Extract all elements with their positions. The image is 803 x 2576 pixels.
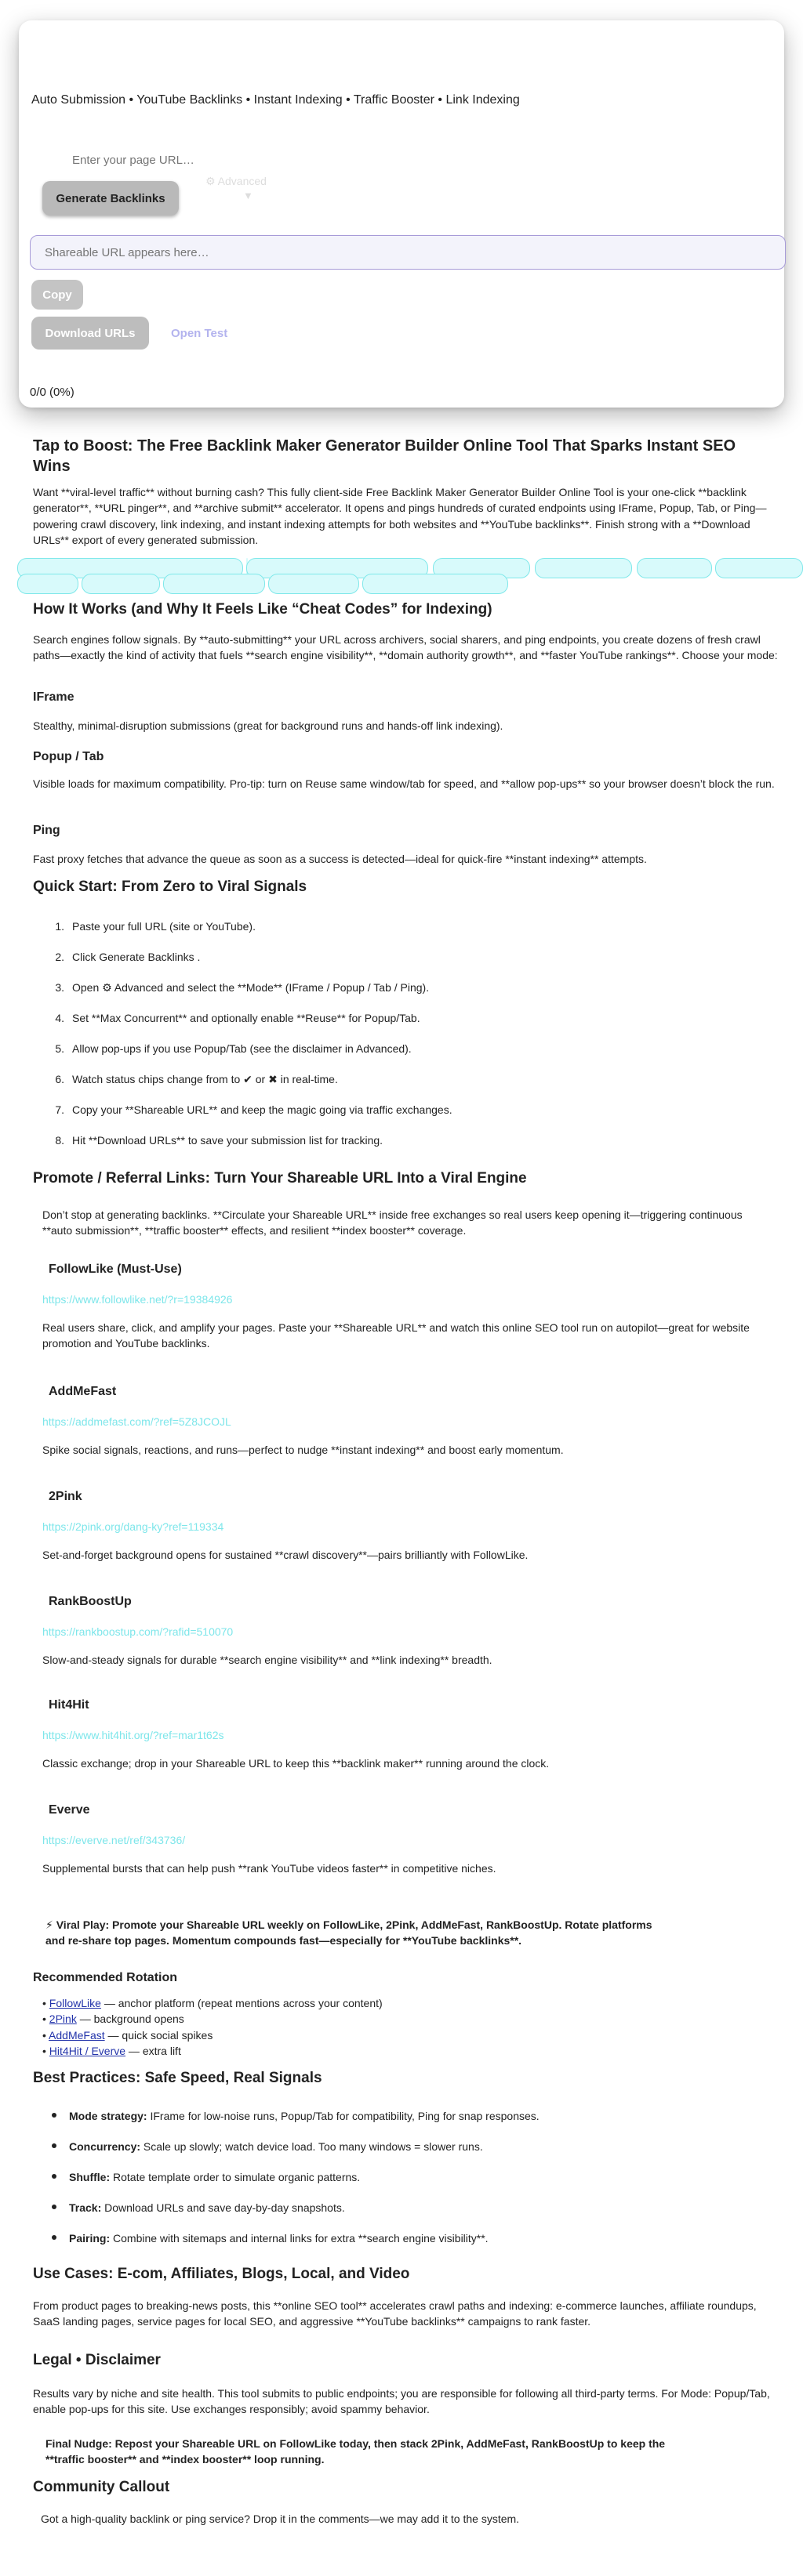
platform-desc: Real users share, click, and amplify your pages. Paste your **Shareable URL** and watch this online SEO tool run on autopilot—great for website promotion and YouTube backlinks.: [42, 1321, 750, 1350]
platform-desc: Slow-and-steady signals for durable **search engine visibility** and **link indexing** breadth.: [42, 1654, 492, 1666]
community-text: Got a high-quality backlink or ping service? Drop it in the comments—we may add it to the system.: [41, 2513, 520, 2525]
iframe-text: Stealthy, minimal-disruption submissions (great for background runs and hands-off link indexing).: [33, 719, 503, 732]
status-chip: [17, 574, 78, 594]
promote-intro: Don’t stop at generating backlinks. **Circulate your Shareable URL** inside free exchanges so real users keep opening it—triggering continuous **auto submission**, **traffic booster** effects, and resilient **index booster** coverage.: [42, 1208, 743, 1237]
legal-text: Results vary by niche and site health. This tool submits to public endpoints; you are responsible for following all third-party terms. For Mode: Popup/Tab, enable pop-ups for this site. Use exchanges responsibly; avoid spammy behavior.: [33, 2387, 770, 2416]
list-item: • FollowLike — anchor platform (repeat mentions across your content): [42, 1997, 383, 2009]
platform-name: FollowLike (Must-Use): [49, 1263, 182, 1276]
rotation-title: Recommended Rotation: [33, 1971, 178, 1984]
status-chip: [268, 574, 359, 594]
usecases-text: From product pages to breaking-news posts, this **online SEO tool** accelerates crawl paths and indexing: e-commerce launches, affiliate roundups, SaaS landing pages, service pages for local SEO, and aggressive **YouTube backlinks** campaigns to rank faster.: [33, 2299, 757, 2328]
referral-link[interactable]: https://www.hit4hit.org/?ref=mar1t62s: [42, 1729, 224, 1741]
download-urls-button[interactable]: Download URLs: [31, 317, 149, 350]
platform-desc: Supplemental bursts that can help push **rank YouTube videos faster** in competitive niches.: [42, 1862, 496, 1875]
tool-tagline: Auto Submission • YouTube Backlinks • Instant Indexing • Traffic Booster • Link Indexing: [31, 93, 520, 107]
generate-backlinks-button[interactable]: Generate Backlinks: [42, 181, 179, 216]
list-item: • 2Pink — background opens: [42, 2013, 184, 2026]
advanced-toggle[interactable]: ⚙ Advanced: [205, 175, 267, 187]
status-chips: [17, 550, 803, 594]
rotation-link[interactable]: 2Pink: [49, 2013, 77, 2026]
referral-link[interactable]: https://rankboostup.com/?rafid=510070: [42, 1625, 234, 1638]
usecases-title: Use Cases: E-com, Affiliates, Blogs, Local, and Video: [33, 2266, 410, 2282]
referral-link[interactable]: https://addmefast.com/?ref=5Z8JCOJL: [42, 1415, 231, 1428]
ping-title: Ping: [33, 824, 60, 837]
quickstart-title: Quick Start: From Zero to Viral Signals: [33, 879, 307, 895]
status-chip: [715, 558, 803, 578]
platform-desc: Spike social signals, reactions, and runs—perfect to nudge **instant indexing** and boost early momentum.: [42, 1444, 564, 1456]
practices-title: Best Practices: Safe Speed, Real Signals: [33, 2070, 322, 2086]
copy-button[interactable]: Copy: [31, 280, 83, 310]
promote-title: Promote / Referral Links: Turn Your Shareable URL Into a Viral Engine: [33, 1170, 527, 1187]
rotation-link[interactable]: AddMeFast: [49, 2028, 105, 2042]
list-item: • Hit4Hit / Everve — extra lift: [42, 2044, 181, 2057]
how-title: How It Works (and Why It Feels Like “Cheat Codes” for Indexing): [33, 601, 492, 618]
tool-card: [19, 20, 784, 408]
viral-play-note: ⚡ Viral Play: Promote your Shareable URL weekly on FollowLike, 2Pink, AddMeFast, RankBoostUp. Rotate platforms and re-share top pages. Momentum compounds fast—especially for **YouTube backlinks**.: [45, 1918, 652, 1947]
legal-title: Legal • Disclaimer: [33, 2352, 161, 2368]
referral-link[interactable]: https://www.followlike.net/?r=19384926: [42, 1293, 233, 1306]
ping-text: Fast proxy fetches that advance the queue as soon as a success is detected—ideal for quick-fire **instant indexing** attempts.: [33, 853, 647, 865]
progress-counter: 0/0 (0%): [30, 386, 74, 399]
final-nudge: Final Nudge: Repost your Shareable URL on FollowLike today, then stack 2Pink, AddMeFast, RankBoostUp to keep the **traffic booster** and **index booster** loop running.: [45, 2437, 666, 2466]
platform-desc: Set-and-forget background opens for sustained **crawl discovery**—pairs brilliantly with FollowLike.: [42, 1549, 529, 1561]
status-chip: [362, 574, 508, 594]
community-title: Community Callout: [33, 2479, 170, 2495]
open-test-link[interactable]: Open Test: [171, 327, 228, 340]
platform-name: Hit4Hit: [49, 1698, 89, 1712]
platform-name: RankBoostUp: [49, 1595, 132, 1608]
platform-name: Everve: [49, 1803, 90, 1817]
platform-name: AddMeFast: [49, 1385, 117, 1398]
list-item: • AddMeFast — quick social spikes: [42, 2028, 213, 2042]
status-chip: [535, 558, 632, 578]
status-chip: [82, 574, 160, 594]
iframe-title: IFrame: [33, 690, 74, 704]
referral-link[interactable]: https://everve.net/ref/343736/: [42, 1834, 186, 1846]
url-input[interactable]: [50, 146, 489, 174]
platform-name: 2Pink: [49, 1490, 82, 1503]
intro-paragraph: Want **viral-level traffic** without burning cash? This fully client-side Free Backlink Maker Generator Builder Online Tool is your one-click **backlink generator**, **URL pinger**, and **archive submit** accelerator. It opens and pings hundreds of curated endpoints using IFrame, Popup, Tab, or Ping—powering crawl discovery, link indexing, and instant indexing attempts for both websites and **YouTube backlinks**. Finish strong with a **Download URLs** export of every generated submission.: [33, 486, 767, 546]
rotation-link[interactable]: FollowLike: [49, 1997, 101, 2009]
popup-title: Popup / Tab: [33, 750, 104, 763]
status-chip: [637, 558, 712, 578]
how-paragraph: Search engines follow signals. By **auto-submitting** your URL across archivers, social sharers, and ping endpoints, you create dozens of fresh crawl paths—exactly the kind of activity that fuels **search engine visibility**, **domain authority growth**, and **faster YouTube rankings**. Choose your mode:: [33, 633, 778, 662]
status-chip: [163, 574, 265, 594]
rotation-list: [42, 1995, 748, 2059]
rotation-link[interactable]: Hit4Hit / Everve: [49, 2044, 126, 2057]
referral-link[interactable]: https://2pink.org/dang-ky?ref=119334: [42, 1520, 224, 1533]
shareable-url-field[interactable]: [30, 235, 786, 270]
article-title: Tap to Boost: The Free Backlink Maker Generator Builder Online Tool That Sparks Instant SEO Wins: [33, 437, 736, 475]
platform-desc: Classic exchange; drop in your Shareable URL to keep this **backlink maker** running around the clock.: [42, 1757, 550, 1770]
popup-text: Visible loads for maximum compatibility. Pro-tip: turn on Reuse same window/tab for speed, and **allow pop-ups** so your browser doesn’t block the run.: [33, 777, 775, 790]
chevron-down-icon: ▼: [243, 190, 253, 201]
